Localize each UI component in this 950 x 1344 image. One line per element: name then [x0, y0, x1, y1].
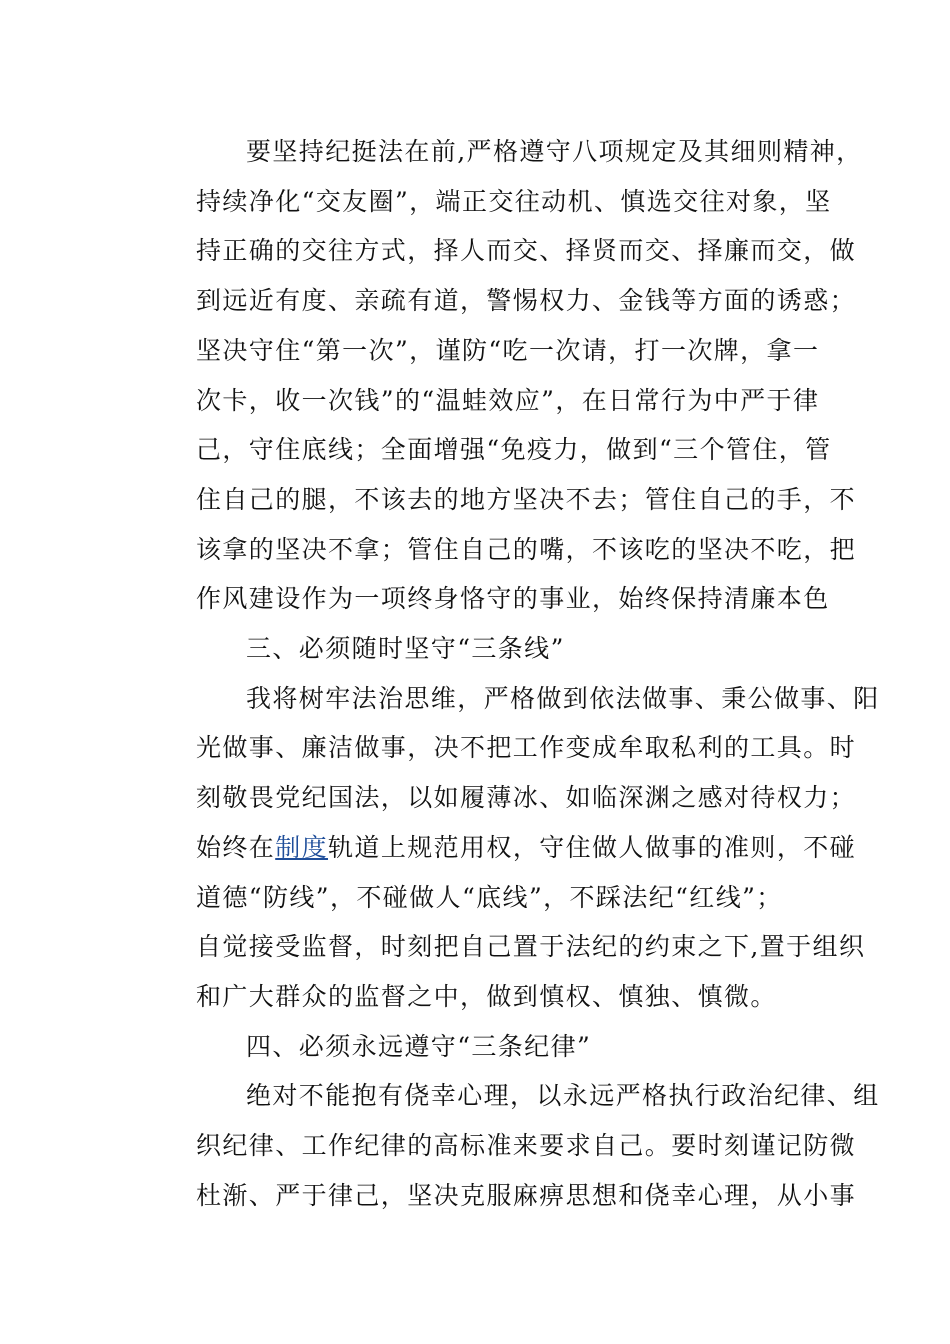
text-line: 道德“防线”，不碰做人“底线”，不踩法纪“红线”；	[196, 882, 783, 912]
text-line-content: 我将树牢法治思维，严格做到依法做事、秉公做事、阳	[246, 683, 880, 713]
text-line: 该拿的坚决不拿；管住自己的嘴，不该吃的坚决不吃，把	[196, 534, 857, 564]
text-line	[146, 127, 863, 177]
text-line: 和广大群众的监督之中，做到慎权、慎独、慎微。	[196, 981, 777, 1011]
text-line: 持正确的交往方式，择人而交、择贤而交、择廉而交，做	[196, 236, 857, 266]
system-link[interactable]: 制度	[275, 832, 329, 862]
text-line: 刻敬畏党纪国法，以如履薄冰、如临深渊之感对待权力；	[196, 783, 857, 813]
text-line: 到远近有度、亲疏有道，警惕权力、金钱等方面的诱惑；	[196, 286, 857, 316]
section-heading-three-disciplines	[146, 1022, 806, 1072]
paragraph-rule-of-law	[146, 674, 880, 1022]
text-line: 光做事、廉洁做事，决不把工作变成牟取私利的工具。时	[196, 733, 857, 763]
text-line: 织纪律、工作纪律的高标准来要求自己。要时刻谨记防微	[196, 1131, 857, 1161]
section-heading-three-lines	[146, 624, 806, 674]
section-heading-text: 三、必须随时坚守“三条线”	[246, 634, 565, 664]
text-line: 坚决守住“第一次”，谨防“吃一次请，打一次牌，拿一	[196, 335, 820, 365]
text-fragment: 始终在	[196, 832, 276, 862]
text-line: 杜渐、严于律己，坚决克服麻痹思想和侥幸心理，从小事	[196, 1180, 857, 1210]
text-line: 持续净化“交友圈”，端正交往动机、慎选交往对象，坚	[196, 186, 832, 216]
section-heading-text: 四、必须永远遵守“三条纪律”	[246, 1031, 592, 1061]
text-line: 己，守住底线；全面增强“免疫力，做到“三个管住，管	[196, 435, 832, 465]
text-line	[146, 674, 880, 724]
text-line-content: 绝对不能抱有侥幸心理，以永远严格执行政治纪律、组	[246, 1081, 880, 1111]
text-line: 自觉接受监督，时刻把自己置于法纪的约束之下,置于组织	[196, 932, 866, 962]
paragraph-discipline	[146, 127, 863, 624]
paragraph-no-luck	[146, 1071, 880, 1220]
text-line-content: 要坚持纪挺法在前,严格遵守八项规定及其细则精神，	[246, 137, 863, 166]
text-line	[146, 823, 857, 873]
text-line: 作风建设作为一项终身恪守的事业，始终保持清廉本色	[196, 584, 830, 614]
document-body	[146, 127, 880, 1220]
text-line: 次卡，收一次钱”的“温蛙效应”，在日常行为中严于律	[196, 385, 820, 415]
text-line: 住自己的腿，不该去的地方坚决不去；管住自己的手，不	[196, 484, 857, 514]
text-fragment: 轨道上规范用权，守住做人做事的准则，不碰	[328, 832, 857, 862]
text-line	[146, 1071, 880, 1121]
